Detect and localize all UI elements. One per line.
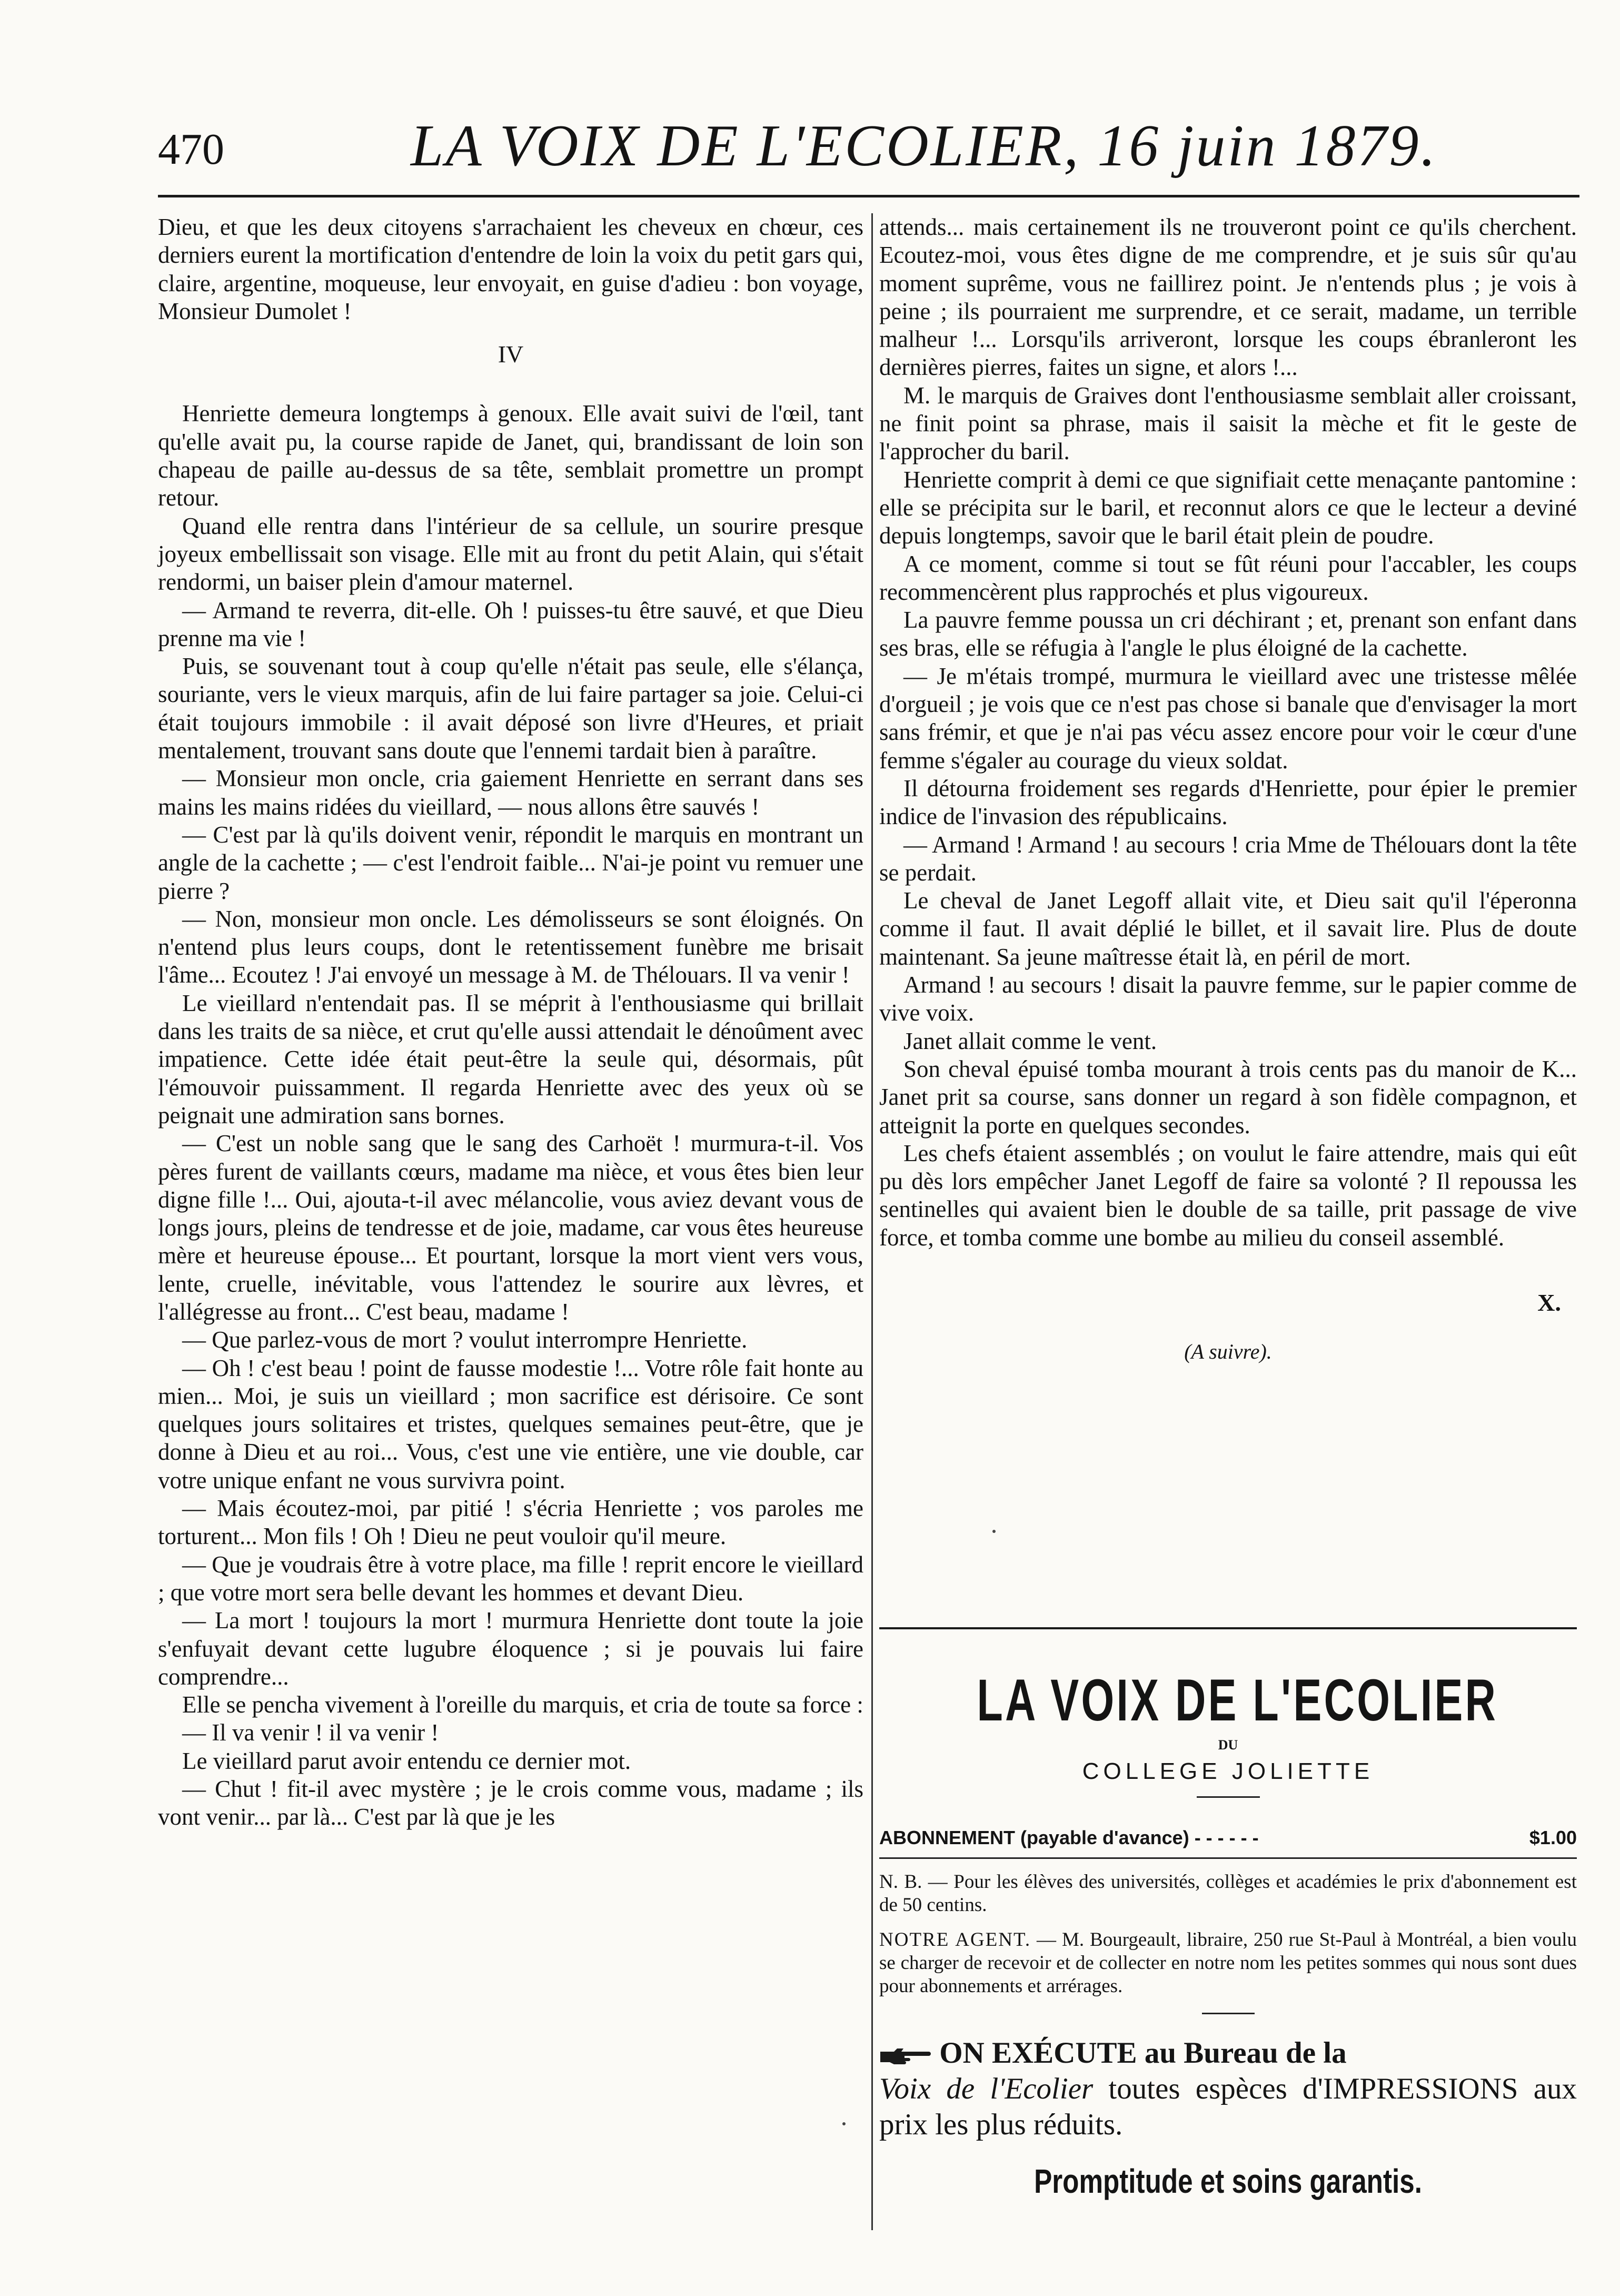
author-signature: X. (1537, 1289, 1561, 1316)
newspaper-title: LA VOIX DE L'ECOLIER, 16 juin 1879. (411, 113, 1438, 179)
advert-divider-2 (1202, 2013, 1255, 2014)
right-column (879, 213, 1577, 1366)
paragraph: — Je m'étais trompé, murmura le vieillard avec une tristesse mêlée d'orgueil ; je vois que ce n'est pas chose si banale que d'envisager la mort sans frémir, et que je n'ai pas vécu assez encore pour voir le cœur d'une femme s'égaler au courage du vieux soldat. (879, 662, 1577, 774)
subscription-price: $1.00 (1529, 1827, 1577, 1848)
paragraph: A ce moment, comme si tout se fût réuni pour l'accabler, les coups recommencèrent plus rapprochés et plus vigoureux. (879, 550, 1577, 605)
advert-top-rule (879, 1627, 1577, 1629)
advert-college: COLLEGE JOLIETTE (1082, 1758, 1374, 1784)
header-rule (158, 195, 1579, 197)
paragraph: — Que parlez-vous de mort ? voulut interrompre Henriette. (182, 1327, 748, 1353)
paragraph: — Armand te reverra, dit-elle. Oh ! puisses-tu être sauvé, et que Dieu prenne ma vie ! (158, 597, 863, 651)
paragraph: — Que je voudrais être à votre place, ma fille ! reprit encore le vieillard ; que votre mort sera belle devant les hommes et devant Dieu. (158, 1551, 863, 1606)
advert-rule (879, 1857, 1577, 1859)
paragraph: attends... mais certainement ils ne trouveront point ce qu'ils cherchent. Ecoutez-moi, vous êtes digne de me comprendre, et je suis sûr qu'au moment suprême, vous ne faillirez point. Je n'entends plus ; je vois à peine ; ils pourraient me surprendre, et ce serait, madame, un terrible malheur !... Lorsqu'ils arriveront, lorsque les coups ébranleront les dernières pierres, faites un signe, et alors !... (879, 214, 1577, 381)
paragraph: — C'est un noble sang que le sang des Carhoët ! murmura-t-il. Vos pères furent de vaillants cœurs, madame ma nièce, et vous êtes bien leur digne fille !... Oui, ajouta-t-il avec mélancolie, vous aviez devant vous de longs jours, pleins de tendresse et de joie, madame, car vous êtes heureuse mère et heureuse épouse... Et pourtant, lorsque la mort vient vers vous, lente, cruelle, inévitable, vous l'attendez le sourire aux lèvres, et l'allégresse au front... C'est beau, madame ! (158, 1130, 863, 1325)
paragraph: Henriette demeura longtemps à genoux. Elle avait suivi de l'œil, tant qu'elle avait pu, la course rapide de Janet, qui, brandissant de loin son chapeau de paille au-dessus de sa tête, semblait promettre un prompt retour. (158, 400, 863, 511)
advert-divider (1197, 1796, 1260, 1798)
paragraph: M. le marquis de Graives dont l'enthousiasme semblait aller croissant, ne finit point sa phrase, mais il saisit la mèche et fit le geste de l'approcher du baril. (879, 382, 1577, 465)
paragraph: — Mais écoutez-moi, par pitié ! s'écria Henriette ; vos paroles me torturent... Mon fils ! Oh ! Dieu ne peut vouloir qu'il meure. (158, 1495, 863, 1550)
subscription-label: ABONNEMENT (payable d'avance) - - - - - - (879, 1827, 1259, 1848)
impressions-bold: ON EXÉCUTE au Bureau de la (939, 2036, 1347, 2070)
paragraph: Quand elle rentra dans l'intérieur de sa cellule, un sourire presque joyeux embellissait son visage. Elle mit au front du petit Alain, qui s'était rendormi, un baiser plein d'amour maternel. (158, 512, 863, 596)
paragraph: Dieu, et que les deux citoyens s'arrachaient les cheveux en chœur, ces derniers eurent la mortification d'entendre de loin la voix du petit gars qui, claire, argentine, moqueuse, leur envoyait, en guise d'adieu : bon voyage, Monsieur Dumolet ! (158, 214, 863, 324)
paragraph: Les chefs étaient assemblés ; on voulut le faire attendre, mais qui eût pu dès lors empêcher Janet Legoff de faire sa volonté ? Il repoussa les sentinelles qui avaient bien le double de sa taille, prit passage de vive force, et tomba comme une bombe au milieu du conseil assemblé. (879, 1140, 1577, 1251)
subscription-line (879, 1827, 1577, 1849)
paragraph: Janet allait comme le vent. (903, 1027, 1157, 1054)
paragraph: Le cheval de Janet Legoff allait vite, et Dieu sait qu'il l'éperonna comme il faut. Il avait déplié le billet, et il savait lire. Plus de doute maintenant. Sa jeune maîtresse était là, en péril de mort. (879, 887, 1577, 970)
paragraph: — Armand ! Armand ! au secours ! cria Mme de Thélouars dont la tête se perdait. (879, 831, 1577, 886)
impressions-rest: toutes espèces d'IMPRESSIONS aux prix les plus réduits. (879, 2072, 1577, 2141)
paragraph: Elle se pencha vivement à l'oreille du marquis, et cria de toute sa force : (182, 1691, 863, 1718)
page-header (158, 108, 1601, 187)
paragraph: La pauvre femme poussa un cri déchirant ; et, prenant son enfant dans ses bras, elle se réfugia à l'angle le plus éloigné de la cachette. (879, 607, 1577, 661)
page-number: 470 (158, 125, 224, 174)
guarantee-line: Promptitude et soins garantis. (1034, 2162, 1422, 2200)
agent-note (879, 1928, 1577, 1998)
paragraph: Son cheval épuisé tomba mourant à trois cents pas du manoir de K... Janet prit sa course, sans donner un regard à son fidèle compagnon, et atteignit la porte en quelques secondes. (879, 1055, 1577, 1139)
column-divider (871, 213, 873, 2230)
paragraph: Le vieillard n'entendait pas. Il se méprit à l'enthousiasme qui brillait dans les traits de sa nièce, et crut qu'elle aussi attendait le dénoûment avec impatience. Cette idée était peut-être la seule qui, désormais, pût l'émouvoir puissamment. Il regarda Henriette avec des yeux où se peignait une admiration sans bornes. (158, 989, 863, 1129)
paragraph: — C'est par là qu'ils doivent venir, répondit le marquis en montrant un angle de la cachette ; — c'est l'endroit faible... N'ai-je point vu remuer une pierre ? (158, 821, 863, 904)
paragraph: — Il va venir ! il va venir ! (182, 1719, 439, 1746)
subscription-advert (879, 1611, 1577, 2201)
agent-text: — M. Bourgeault, libraire, 250 rue St-Paul à Montréal, a bien voulu se charger de recevoir et de collecter en notre nom les petites sommes qui nous sont dues pour abonnements et arrérages. (879, 1929, 1577, 1997)
nb-note: N. B. — Pour les élèves des universités, collèges et académies le prix d'abonnement est de 50 centins. (879, 1871, 1577, 1916)
left-column (158, 213, 863, 1832)
paragraph: — La mort ! toujours la mort ! murmura Henriette dont toute la joie s'enfuyait devant cette lugubre éloquence ; si je pouvais lui faire comprendre... (158, 1607, 863, 1690)
agent-label: NOTRE AGENT. (879, 1929, 1031, 1951)
paragraph: Puis, se souvenant tout à coup qu'elle n'était pas seule, elle s'élança, souriante, vers le vieux marquis, afin de lui faire partager sa joie. Celui-ci était toujours immobile : il avait déposé son livre d'Heures, et priait mentalement, trouvant sans doute que l'ennemi tardait bien à paraître. (158, 653, 863, 764)
paragraph: Armand ! au secours ! disait la pauvre femme, sur le papier comme de vive voix. (879, 972, 1577, 1026)
ink-speck (992, 1530, 996, 1533)
impressions-notice (879, 2035, 1577, 2143)
pointing-hand-icon (879, 2045, 932, 2066)
paragraph: Il détourna froidement ses regards d'Henriette, pour épier le premier indice de l'invasion des républicains. (879, 775, 1577, 830)
paragraph: Henriette comprit à demi ce que signifiait cette menaçante pantomine : elle se précipita sur le baril, et reconnut alors ce que le lecteur a deviné depuis longtemps, savoir que le baril était plein de poudre. (879, 466, 1577, 549)
paragraph: — Monsieur mon oncle, cria gaiement Henriette en serrant dans ses mains les mains ridées du vieillard, — nous allons être sauvés ! (158, 765, 863, 820)
paragraph: — Chut ! fit-il avec mystère ; je le crois comme vous, madame ; ils vont venir... par là... C'est par là que je les (158, 1776, 863, 1830)
chapter-heading: IV (498, 341, 524, 368)
ink-speck (842, 2122, 846, 2125)
paragraph: Le vieillard parut avoir entendu ce dernier mot. (182, 1747, 631, 1774)
to-be-continued: (A suivre). (1184, 1340, 1272, 1364)
paragraph: — Non, monsieur mon oncle. Les démolisseurs se sont éloignés. On n'entend plus leurs coups, dont le retentissement funèbre me brisait l'âme... Ecoutez ! J'ai envoyé un message à M. de Thélouars. Il va venir ! (158, 905, 863, 988)
paragraph: — Oh ! c'est beau ! point de fausse modestie !... Votre rôle fait honte au mien... Moi, je suis un vieillard ; mon sacrifice est dérisoire. Ce sont quelques jours solitaires et tristes, quelques semaines peut-être, que je donne à Dieu et au roi... Vous, c'est une vie entière, une vie double, car votre unique enfant ne vous survivra point. (158, 1354, 863, 1493)
advert-title: LA VOIX DE L'ECOLIER (977, 1667, 1498, 1733)
advert-du: DU (1218, 1737, 1238, 1753)
impressions-italic: Voix de l'Ecolier (879, 2072, 1094, 2105)
